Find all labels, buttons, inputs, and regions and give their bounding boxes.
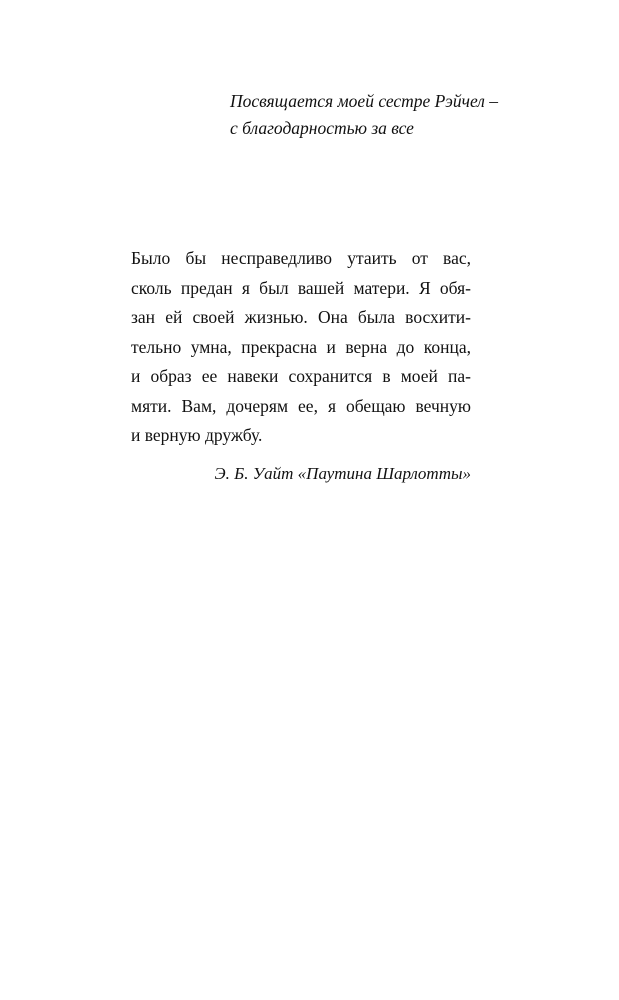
epigraph-line: зан ей своей жизнью. Она была восхити- bbox=[131, 307, 471, 327]
epigraph-line: сколь предан я был вашей матери. Я обя- bbox=[131, 277, 471, 298]
epigraph bbox=[131, 244, 471, 486]
epigraph-line: и верную дружбу. bbox=[131, 425, 263, 445]
dedication bbox=[230, 88, 550, 142]
epigraph-line: Было бы несправедливо утаить от вас, bbox=[131, 248, 471, 268]
dedication-line: с благодарностью за все bbox=[230, 118, 414, 138]
epigraph-attribution: Э. Б. Уайт «Паутина Шарлотты» bbox=[214, 463, 471, 483]
epigraph-line: мяти. Вам, дочерям ее, я обещаю вечную bbox=[131, 395, 471, 416]
epigraph-line: и образ ее навеки сохранится в моей па- bbox=[131, 366, 471, 386]
dedication-line: Посвящается моей сестре Рэйчел – bbox=[230, 91, 499, 111]
epigraph-line: тельно умна, прекрасна и верна до конца, bbox=[131, 336, 471, 357]
